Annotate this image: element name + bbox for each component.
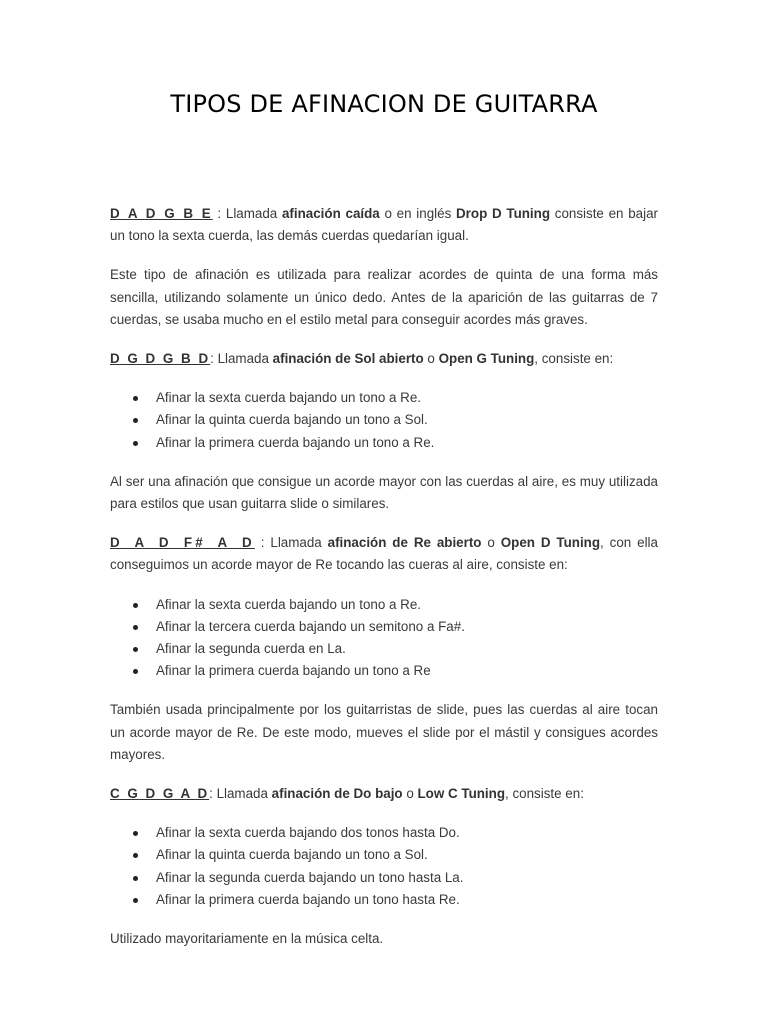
text-fragment: o en inglés <box>379 206 457 221</box>
tuning-paragraph-low-c <box>110 783 658 805</box>
list-item: Afinar la segunda cuerda en La. <box>156 638 658 660</box>
text-fragment: , con ella conseguimos un acorde mayor de Re tocando las cueras al aire, consiste en: <box>110 535 658 573</box>
page-title: TIPOS DE AFINACION DE GUITARRA <box>170 90 598 118</box>
list-item: Afinar la sexta cuerda bajando un tono a Re. <box>156 387 658 409</box>
tuning-notes: C G D G A D <box>110 786 210 802</box>
tuning-note: Este tipo de afinación es utilizada para realizar acordes de quinta de una forma más sencilla, utilizando solamente un único dedo. Antes de la aparición de las guitarras de 7 cuerdas, se usaba mucho en el estilo metal para conseguir acordes más graves. <box>110 267 658 327</box>
list-item: Afinar la primera cuerda bajando un tono a Re <box>156 660 658 682</box>
list-item: Afinar la sexta cuerda bajando dos tonos hasta Do. <box>156 822 658 844</box>
tuning-note: Utilizado mayoritariamente en la música celta. <box>110 931 384 947</box>
tuning-note: También usada principalmente por los guitarristas de slide, pues las cuerdas al aire tocan un acorde mayor de Re. De este modo, mueves el slide por el mástil y consigues acordes mayores. <box>110 702 658 762</box>
tuning-paragraph-open-g <box>110 348 658 370</box>
tuning-name-en: Drop D Tuning <box>456 206 551 221</box>
list-item: Afinar la sexta cuerda bajando un tono a Re. <box>156 594 658 616</box>
text-fragment: : Llamada <box>210 351 273 367</box>
tuning-name-es: afinación de Re abierto <box>327 535 482 551</box>
list-item: Afinar la quinta cuerda bajando un tono a Sol. <box>156 409 658 431</box>
text-fragment: : Llamada <box>209 786 272 802</box>
tuning-paragraph-open-d <box>110 532 658 576</box>
document-body <box>110 203 658 950</box>
tuning-note: Al ser una afinación que consigue un acorde mayor con las cuerdas al aire, es muy utilizada para estilos que usan guitarra slide o similares. <box>110 473 658 512</box>
text-fragment: , consiste en: <box>534 351 614 367</box>
text-fragment: , consiste en: <box>505 786 584 802</box>
steps-list-low-c <box>110 822 658 911</box>
tuning-name-es: afinación de Sol abierto <box>272 351 424 367</box>
tuning-paragraph-drop-d <box>110 203 658 247</box>
text-fragment: consiste en bajar un tono la sexta cuerda, las demás cuerdas quedarían igual. <box>110 206 659 244</box>
tuning-name-en: Open D Tuning <box>500 535 601 551</box>
text-fragment: : Llamada <box>212 206 282 221</box>
tuning-notes: D A D G B E <box>110 206 213 221</box>
tuning-notes: D A D F# A D <box>110 535 255 551</box>
steps-list-open-d <box>110 594 658 683</box>
steps-list-open-g <box>110 387 658 454</box>
text-fragment: o <box>481 535 501 551</box>
tuning-name-en: Low C Tuning <box>417 786 506 802</box>
list-item: Afinar la primera cuerda bajando un tono a Re. <box>156 432 658 454</box>
list-item: Afinar la segunda cuerda bajando un tono hasta La. <box>156 867 658 889</box>
text-fragment: o <box>402 786 418 802</box>
text-fragment: : Llamada <box>254 535 328 551</box>
list-item: Afinar la tercera cuerda bajando un semitono a Fa#. <box>156 616 658 638</box>
tuning-name-es: afinación de Do bajo <box>271 786 403 802</box>
tuning-name-en: Open G Tuning <box>438 351 535 367</box>
list-item: Afinar la primera cuerda bajando un tono hasta Re. <box>156 889 658 911</box>
text-fragment: o <box>423 351 439 367</box>
list-item: Afinar la quinta cuerda bajando un tono a Sol. <box>156 844 658 866</box>
tuning-notes: D G D G B D <box>110 351 211 367</box>
tuning-name-es: afinación caída <box>281 206 380 221</box>
